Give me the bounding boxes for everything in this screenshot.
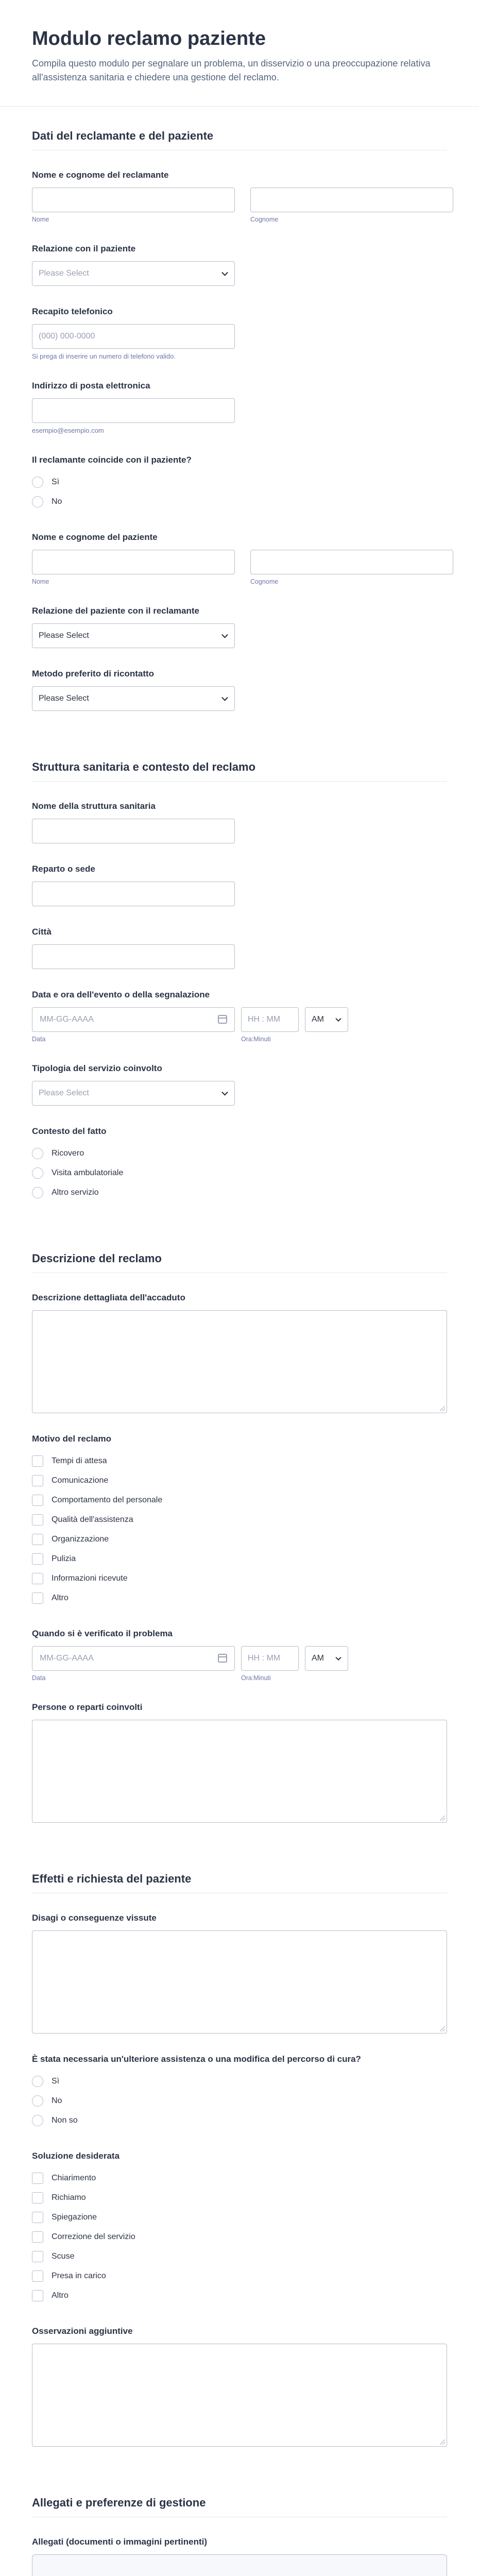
option-label: Visita ambulatoriale: [52, 1168, 124, 1177]
resize-handle[interactable]: [440, 1816, 445, 1821]
section-title: Struttura sanitaria e contesto del reclamo: [32, 760, 256, 773]
field-label: È stata necessaria un'ulteriore assistenza o una modifica del percorso di cura?: [32, 2054, 361, 2064]
checkbox[interactable]: [32, 1573, 43, 1584]
option-label: Altro: [52, 2291, 69, 2300]
option-label: Scuse: [52, 2251, 75, 2261]
section-head: [32, 107, 447, 150]
checkbox[interactable]: [32, 1495, 43, 1506]
patient-first-name-input[interactable]: [32, 550, 235, 574]
section-head: [32, 1843, 447, 1893]
field-label: Il reclamante coincide con il paziente?: [32, 454, 192, 465]
relation-select[interactable]: [32, 261, 235, 286]
radio-option[interactable]: [32, 2072, 447, 2091]
description-textarea[interactable]: [32, 1310, 447, 1413]
checkbox-option[interactable]: [32, 2266, 447, 2286]
field-label: Persone o reparti coinvolti: [32, 1702, 143, 1712]
checkbox[interactable]: [32, 2251, 43, 2262]
checkbox-option[interactable]: [32, 1588, 447, 1608]
radio-option[interactable]: [32, 2111, 447, 2130]
radio-button[interactable]: [32, 2115, 43, 2126]
complainant-last-name-input[interactable]: [250, 188, 453, 212]
option-label: Richiamo: [52, 2193, 86, 2202]
field-label: Indirizzo di posta elettronica: [32, 380, 150, 391]
select-value: Please Select: [39, 268, 89, 278]
date-placeholder: MM-GG-AAAA: [40, 1014, 94, 1024]
field-label: Data e ora dell'evento o della segnalazione: [32, 989, 210, 999]
context-field: [32, 1126, 447, 1202]
option-label: Altro servizio: [52, 1188, 99, 1197]
field-label: Disagi o conseguenze vissute: [32, 1912, 157, 1923]
field-label: Osservazioni aggiuntive: [32, 2326, 133, 2336]
ward-field: [32, 864, 447, 906]
select-value: Please Select: [39, 631, 89, 640]
when-field: [32, 1629, 447, 1682]
patient-last-name-input[interactable]: [250, 550, 453, 574]
checkbox-option[interactable]: [32, 2286, 447, 2306]
radio-option[interactable]: [32, 1144, 447, 1163]
solution-field: [32, 2151, 447, 2306]
further-care-field: [32, 2054, 447, 2130]
contact-method-field: [32, 669, 447, 711]
checkbox[interactable]: [32, 2290, 43, 2301]
select-value: Please Select: [39, 1088, 89, 1097]
file-upload-dropzone[interactable]: [32, 2554, 447, 2576]
sublabel: Nome: [32, 578, 49, 585]
checkbox-option[interactable]: [32, 1549, 447, 1569]
checkbox[interactable]: [32, 1475, 43, 1486]
date-input[interactable]: [32, 1646, 235, 1671]
option-label: Comportamento del personale: [52, 1495, 163, 1504]
checkbox[interactable]: [32, 1534, 43, 1545]
people-textarea[interactable]: [32, 1720, 447, 1823]
checkbox[interactable]: [32, 2212, 43, 2223]
section-head: [32, 1223, 447, 1273]
sublabel: Nome: [32, 215, 49, 223]
chevron-down-icon: [335, 1015, 341, 1021]
chevron-down-icon: [335, 1654, 341, 1660]
section-description: [0, 1223, 479, 1823]
date-input[interactable]: [32, 1007, 235, 1032]
section-title: Allegati e preferenze di gestione: [32, 2496, 206, 2509]
email-field: [32, 381, 447, 434]
option-label: Altro: [52, 1593, 69, 1602]
field-label: Soluzione desiderata: [32, 2150, 120, 2161]
facility-field: [32, 801, 447, 843]
section-facility: [0, 732, 479, 1202]
section-title: Descrizione del reclamo: [32, 1251, 162, 1265]
contact-method-select[interactable]: [32, 686, 235, 711]
radio-button[interactable]: [32, 477, 43, 488]
time-placeholder: HH : MM: [248, 1014, 281, 1024]
relation-field: [32, 244, 447, 286]
checkbox-option[interactable]: [32, 1530, 447, 1549]
patient-relation-select[interactable]: [32, 623, 235, 648]
event-datetime-field: [32, 990, 447, 1043]
section-title: Effetti e richiesta del paziente: [32, 1872, 192, 1885]
people-field: [32, 1702, 447, 1823]
radio-option[interactable]: [32, 2091, 447, 2111]
checkbox-option[interactable]: [32, 2208, 447, 2227]
ampm-select[interactable]: [305, 1646, 348, 1671]
help-text: esempio@esempio.com: [32, 426, 104, 434]
same-person-field: [32, 455, 447, 512]
checkbox-option[interactable]: [32, 1490, 447, 1510]
option-label: Sì: [52, 477, 60, 486]
checkbox[interactable]: [32, 2231, 43, 2243]
chevron-down-icon: [221, 694, 228, 701]
chevron-down-icon: [221, 632, 228, 638]
sublabel: Data: [32, 1035, 46, 1043]
sublabel: Ora:Minuti: [241, 1674, 271, 1682]
select-value: AM: [312, 1014, 324, 1024]
help-text: Si prega di inserire un numero di telefono valido.: [32, 352, 176, 360]
option-label: Non so: [52, 2115, 78, 2125]
select-value: AM: [312, 1653, 324, 1663]
checkbox[interactable]: [32, 1553, 43, 1565]
attachments-field: [32, 2537, 447, 2576]
field-label: Città: [32, 926, 52, 937]
section-complainant: [0, 107, 479, 711]
calendar-icon[interactable]: [218, 1654, 227, 1663]
field-label: Descrizione dettagliata dell'accaduto: [32, 1292, 185, 1302]
sublabel: Ora:Minuti: [241, 1035, 271, 1043]
option-label: Informazioni ricevute: [52, 1573, 128, 1583]
checkbox-option[interactable]: [32, 1569, 447, 1588]
checkbox-option[interactable]: [32, 2168, 447, 2188]
email-input[interactable]: [32, 398, 235, 423]
checkbox[interactable]: [32, 2270, 43, 2282]
phone-input[interactable]: [32, 324, 235, 349]
form-subtitle: Compila questo modulo per segnalare un problema, un disservizio o una preoccupazione relativa all'assistenza sanitaria e chiedere una gestione del reclamo.: [32, 58, 431, 82]
patient-name-field: [32, 532, 447, 585]
section-effects: [0, 1843, 479, 2447]
option-label: Presa in carico: [52, 2271, 106, 2280]
field-label: Tipologia del servizio coinvolto: [32, 1063, 162, 1073]
option-label: No: [52, 497, 62, 506]
option-label: Tempi di attesa: [52, 1456, 107, 1465]
phone-field: [32, 307, 447, 360]
select-value: Please Select: [39, 693, 89, 703]
harm-field: [32, 1913, 447, 2033]
chevron-down-icon: [221, 1089, 228, 1096]
chevron-down-icon: [221, 269, 228, 276]
option-label: Spiegazione: [52, 2212, 97, 2222]
radio-button[interactable]: [32, 1167, 43, 1179]
ampm-select[interactable]: [305, 1007, 348, 1032]
field-label: Relazione con il paziente: [32, 243, 136, 253]
field-label: Motivo del reclamo: [32, 1433, 111, 1444]
radio-button[interactable]: [32, 496, 43, 507]
section-attachments: [0, 2467, 479, 2576]
option-label: No: [52, 2096, 62, 2105]
sublabel: Cognome: [250, 215, 279, 223]
radio-option[interactable]: [32, 472, 447, 492]
field-label: Allegati (documenti o immagini pertinenti): [32, 2536, 208, 2547]
harm-textarea[interactable]: [32, 1930, 447, 2033]
city-field: [32, 927, 447, 969]
field-label: Metodo preferito di ricontatto: [32, 668, 155, 679]
checkbox-option[interactable]: [32, 2247, 447, 2266]
radio-option[interactable]: [32, 492, 447, 512]
option-label: Qualità dell'assistenza: [52, 1515, 133, 1524]
radio-button[interactable]: [32, 1148, 43, 1159]
radio-button[interactable]: [32, 1187, 43, 1198]
reason-field: [32, 1434, 447, 1608]
option-label: Sì: [52, 2076, 60, 2086]
checkbox-option[interactable]: [32, 1451, 447, 1471]
field-label: Nome e cognome del paziente: [32, 532, 158, 542]
field-label: Nome della struttura sanitaria: [32, 801, 156, 811]
time-input[interactable]: [241, 1007, 299, 1032]
patient-relation-field: [32, 606, 447, 648]
calendar-icon[interactable]: [218, 1015, 227, 1024]
city-input[interactable]: [32, 944, 235, 969]
checkbox[interactable]: [32, 1514, 43, 1526]
section-head: [32, 2467, 447, 2517]
form-title: Modulo reclamo paziente: [32, 28, 266, 49]
option-label: Comunicazione: [52, 1476, 109, 1485]
option-label: Organizzazione: [52, 1534, 109, 1544]
description-field: [32, 1293, 447, 1413]
radio-button[interactable]: [32, 2095, 43, 2107]
radio-button[interactable]: [32, 2076, 43, 2087]
sublabel: Data: [32, 1674, 46, 1682]
option-label: Correzione del servizio: [52, 2232, 135, 2241]
checkbox[interactable]: [32, 1592, 43, 1604]
service-select[interactable]: [32, 1081, 235, 1106]
service-field: [32, 1063, 447, 1106]
ward-input[interactable]: [32, 882, 235, 906]
form-header: [0, 0, 479, 107]
option-label: Pulizia: [52, 1554, 76, 1563]
checkbox[interactable]: [32, 2173, 43, 2184]
notes-textarea[interactable]: [32, 2344, 447, 2447]
field-label: Nome e cognome del reclamante: [32, 170, 169, 180]
facility-input[interactable]: [32, 819, 235, 843]
field-label: Recapito telefonico: [32, 306, 113, 316]
option-label: Ricovero: [52, 1148, 84, 1158]
resize-handle[interactable]: [440, 2439, 445, 2445]
time-placeholder: HH : MM: [248, 1653, 281, 1663]
checkbox-option[interactable]: [32, 1471, 447, 1490]
notes-field: [32, 2326, 447, 2447]
sublabel: Cognome: [250, 578, 279, 585]
time-input[interactable]: [241, 1646, 299, 1671]
field-label: Quando si è verificato il problema: [32, 1628, 173, 1638]
section-head: [32, 732, 447, 782]
field-label: Relazione del paziente con il reclamante: [32, 605, 199, 616]
checkbox-option[interactable]: [32, 1510, 447, 1530]
resize-handle[interactable]: [440, 1406, 445, 1411]
resize-handle[interactable]: [440, 2026, 445, 2031]
checkbox-option[interactable]: [32, 2227, 447, 2247]
radio-option[interactable]: [32, 1163, 447, 1183]
section-title: Dati del reclamante e del paziente: [32, 129, 214, 142]
date-placeholder: MM-GG-AAAA: [40, 1653, 94, 1663]
checkbox-option[interactable]: [32, 2188, 447, 2208]
complainant-name-field: [32, 170, 447, 223]
radio-option[interactable]: [32, 1183, 447, 1202]
field-label: Reparto o sede: [32, 863, 95, 874]
checkbox[interactable]: [32, 1455, 43, 1467]
option-label: Chiarimento: [52, 2173, 96, 2182]
checkbox[interactable]: [32, 2192, 43, 2204]
complainant-first-name-input[interactable]: [32, 188, 235, 212]
field-label: Contesto del fatto: [32, 1126, 107, 1136]
